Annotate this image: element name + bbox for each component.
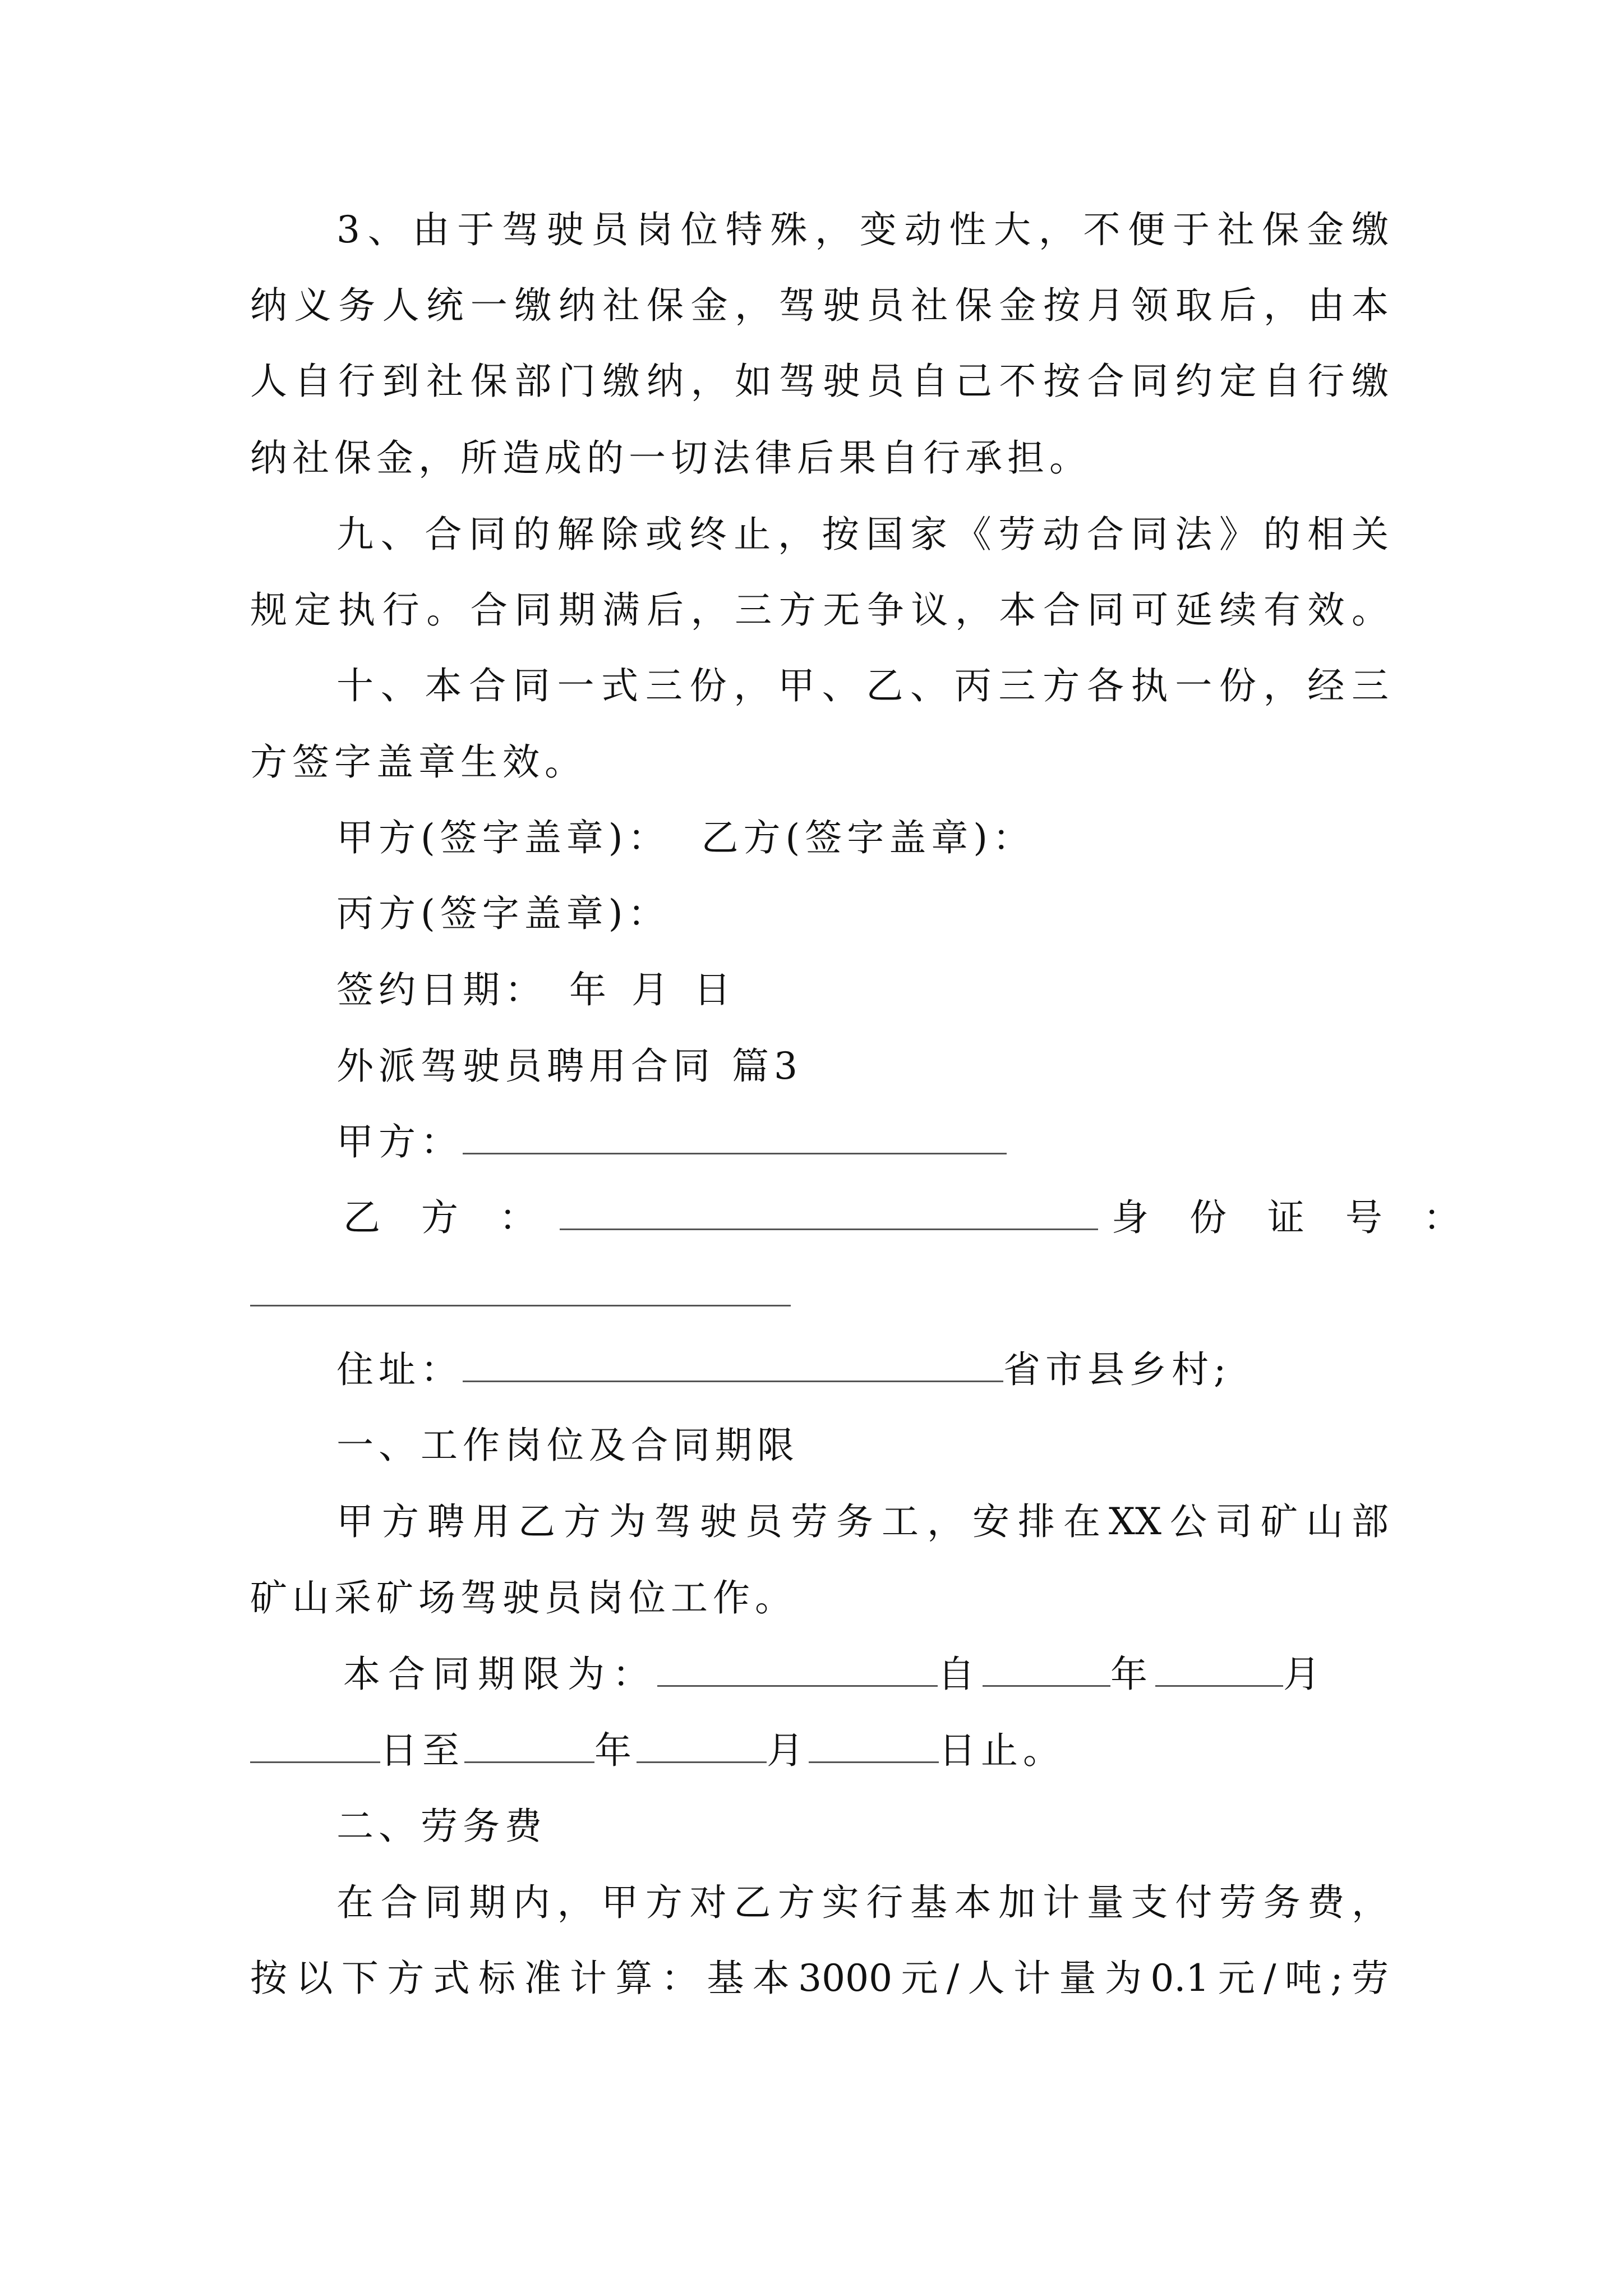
signature-row [336, 813, 1035, 863]
term-start-month-blank [1155, 1650, 1283, 1687]
party-c-signature-label: 丙方(签字盖章)： [336, 892, 670, 935]
party-b-signature-label: 乙方(签字盖章)： [701, 816, 1035, 859]
paragraph-line: 人自行到社保部门缴纳，如驾驶员自己不按合同约定自行缴 [250, 360, 1389, 403]
section-title: 外派驾驶员聘用合同 篇3 [336, 1045, 803, 1088]
sign-date-month: 月 [631, 968, 674, 1011]
term-month: 月 [1283, 1653, 1328, 1696]
term-end: 日止。 [939, 1729, 1065, 1772]
term-row [343, 1649, 1328, 1700]
term-end-month-blank [637, 1727, 767, 1763]
address-label: 住址： [336, 1348, 463, 1391]
party-a-blank [463, 1118, 1007, 1154]
address-blank [463, 1346, 1003, 1382]
term-blank [657, 1650, 938, 1687]
paragraph-line: 按以下方式标准计算：基本3000元/人计量为0.1元/吨;劳 [250, 1957, 1389, 2000]
paragraph-line: 九、合同的解除或终止，按国家《劳动合同法》的相关 [336, 513, 1389, 556]
id-number-label: 身 份 证 号 ： [1111, 1196, 1475, 1239]
term-month2: 月 [767, 1729, 809, 1772]
paragraph-line: 方签字盖章生效。 [250, 740, 587, 784]
sign-date-row [336, 965, 736, 1015]
address-row [336, 1345, 1231, 1395]
term-label: 本合同期限为： [343, 1653, 657, 1696]
paragraph-line: 规定执行。合同期满后，三方无争议，本合同可延续有效。 [250, 588, 1389, 632]
heading-labor-fee: 二、劳务费 [336, 1805, 547, 1848]
term-end-year-blank [464, 1727, 594, 1763]
id-number-blank [250, 1270, 791, 1306]
paragraph-line: 甲方聘用乙方为驾驶员劳务工，安排在XX公司矿山部 [336, 1500, 1389, 1543]
paragraph-line: 在合同期内，甲方对乙方实行基本加计量支付劳务费， [336, 1881, 1389, 1924]
term-row-2 [250, 1726, 1065, 1776]
party-a-row [336, 1117, 1007, 1167]
party-b-label: 乙 方 ： [343, 1196, 551, 1239]
paragraph-line: 十、本合同一式三份，甲、乙、丙三方各执一份，经三 [336, 664, 1389, 707]
paragraph-line: 矿山采矿场驾驶员岗位工作。 [250, 1576, 797, 1619]
id-number-row [250, 1269, 791, 1319]
party-b-row [343, 1193, 1475, 1243]
term-end-day-blank [809, 1727, 939, 1763]
paragraph-line: 3、由于驾驶员岗位特殊，变动性大，不便于社保金缴 [336, 208, 1389, 251]
term-day-to: 日至 [380, 1729, 464, 1772]
party-a-signature-label: 甲方(签字盖章)： [336, 816, 670, 859]
term-start-day-blank [250, 1727, 380, 1763]
heading-work-position: 一、工作岗位及合同期限 [336, 1424, 799, 1467]
paragraph-line: 纳义务人统一缴纳社保金，驾驶员社保金按月领取后，由本 [250, 284, 1389, 327]
term-start-year-blank [983, 1650, 1110, 1687]
term-year: 年 [1110, 1653, 1155, 1696]
sign-date-year: 年 [569, 968, 611, 1011]
sign-date-day: 日 [694, 968, 736, 1011]
address-suffix: 省市县乡村; [1003, 1348, 1232, 1391]
sign-date-label: 签约日期： [336, 968, 547, 1011]
paragraph-line: 纳社保金，所造成的一切法律后果自行承担。 [250, 436, 1091, 480]
party-a-label: 甲方： [336, 1120, 463, 1163]
party-b-blank [560, 1194, 1098, 1230]
term-year2: 年 [594, 1729, 637, 1772]
term-from: 自 [938, 1653, 983, 1696]
